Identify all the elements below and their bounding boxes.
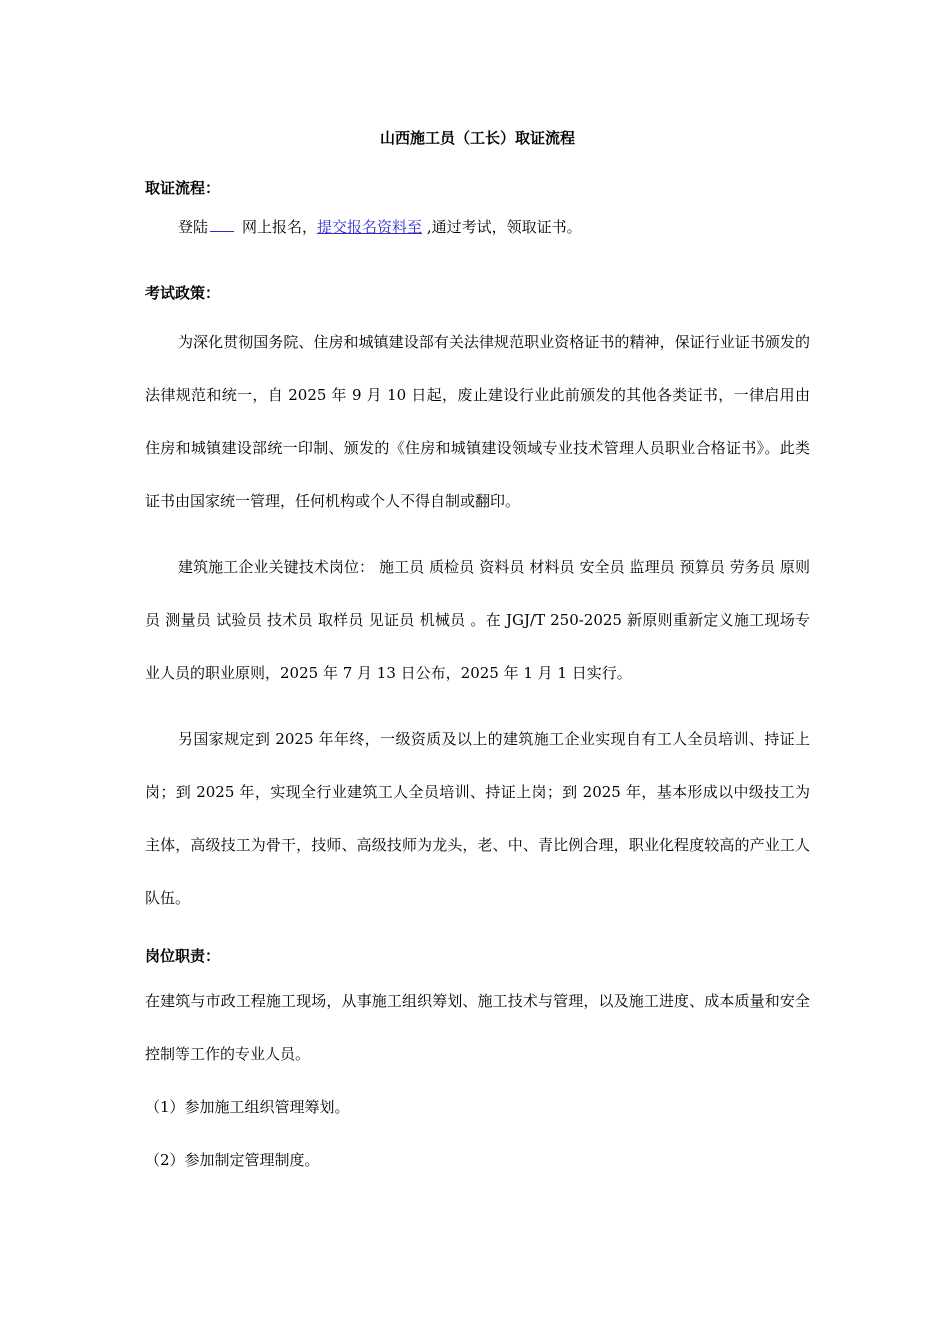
duty-item-2: （2）参加制定管理制度。 [145, 1151, 320, 1169]
section-heading-policy: 考试政策： [145, 284, 221, 302]
policy-paragraph-1: 为深化贯彻国务院、住房和城镇建设部有关法律规范职业资格证书的精神，保证行业证书颁发的法律规范和统一，自 2025 年 9 月 10 日起，废止建设行业此前颁发的其他各类证书，一律启用由住房和城镇建设部统一印制、颁发的《住房和城镇建设领域专业技术管理人员职业合格证书》。此类证书由国家统一管理，任何机构或个人不得自制或翻印。 [145, 333, 810, 510]
process-mid: 网上报名， [242, 218, 318, 236]
policy-paragraph-3: 另国家规定到 2025 年年终，一级资质及以上的建筑施工企业实现自有工人全员培训、持证上岗；到 2025 年，实现全行业建筑工人全员培训、持证上岗；到 2025 年，基本形成以中级技工为主体，高级技工为骨干，技师、高级技师为龙头，老、中、青比例合理，职业化程度较高的产业工人队伍。 [145, 730, 810, 907]
process-suffix: ,通过考试，领取证书。 [422, 218, 582, 236]
spacer [145, 254, 810, 280]
process-line [145, 201, 810, 254]
section-heading-process: 取证流程： [145, 179, 221, 197]
spacer [145, 700, 810, 713]
document-title: 山西施工员（工长）取证流程 [379, 129, 575, 147]
submit-materials-link[interactable]: 提交报名资料至 [317, 218, 423, 236]
blank-link[interactable] [210, 217, 234, 232]
spacer [145, 528, 810, 541]
duties-intro: 在建筑与市政工程施工现场，从事施工组织筹划、施工技术与管理，以及施工进度、成本质量和安全控制等工作的专业人员。 [145, 992, 810, 1063]
spacer [145, 925, 810, 943]
duty-item-1: （1）参加施工组织管理筹划。 [145, 1098, 350, 1116]
document-body [145, 125, 810, 1187]
section-heading-duties: 岗位职责： [145, 947, 221, 965]
policy-paragraph-2: 建筑施工企业关键技术岗位： 施工员 质检员 资料员 材料员 安全员 监理员 预算员 劳务员 原则员 测量员 试验员 技术员 取样员 见证员 机械员 。在 JGJ/T 250-2025 新原则重新定义施工现场专业人员的职业原则，2025 年 7 月 13 日公布，2025 年 1 月 1 日实行。 [145, 558, 810, 682]
process-prefix: 登陆 [178, 218, 209, 236]
